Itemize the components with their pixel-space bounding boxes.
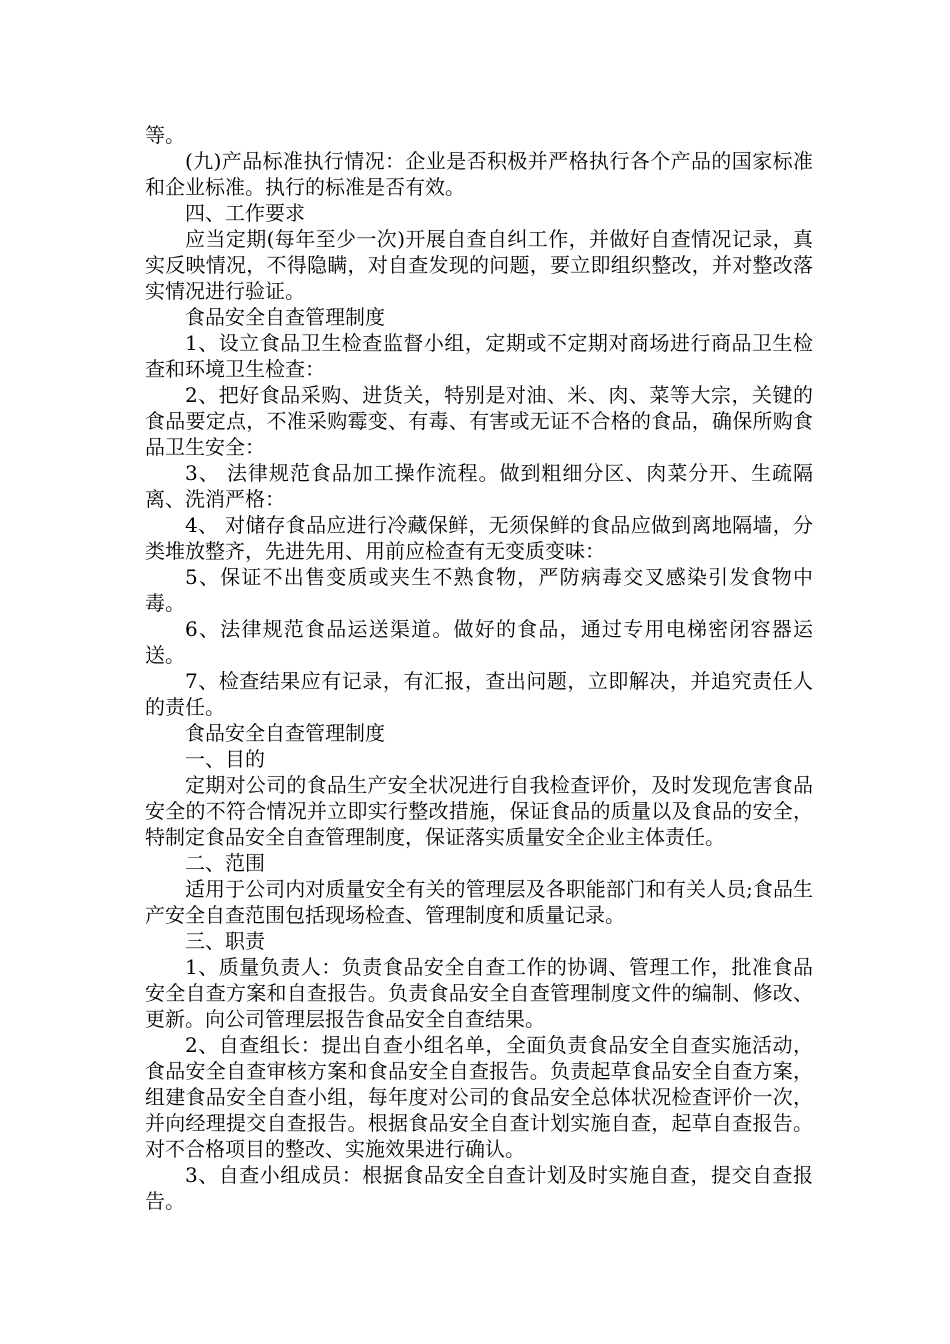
section-heading: 二、范围 xyxy=(185,851,265,875)
paragraph: 1、设立食品卫生检查监督小组，定期或不定期对商场进行商品卫生检查和环境卫生检查： xyxy=(145,331,813,381)
paragraph: 等。 xyxy=(145,123,185,147)
section-heading: 食品安全自查管理制度 xyxy=(185,721,385,745)
paragraph: 3、 法律规范食品加工操作流程。做到粗细分区、肉菜分开、生疏隔离、洗消严格： xyxy=(145,461,813,511)
paragraph: 1、质量负责人：负责食品安全自查工作的协调、管理工作，批准食品安全自查方案和自查报告。负责食品安全自查管理制度文件的编制、修改、更新。向公司管理层报告食品安全自查结果。 xyxy=(145,955,813,1031)
paragraph: 2、自查组长：提出自查小组名单，全面负责食品安全自查实施活动，食品安全自查审核方案和食品安全自查报告。负责起草食品安全自查方案，组建食品安全自查小组，每年度对公司的食品安全总体状况检查评价一次，并向经理提交自查报告。根据食品安全自查计划实施自查，起草自查报告。对不合格项目的整改、实施效果进行确认。 xyxy=(145,1033,813,1161)
paragraph: 4、 对储存食品应进行冷藏保鲜，无须保鲜的食品应做到离地隔墙，分类堆放整齐，先进先用、用前应检查有无变质变味： xyxy=(145,513,813,563)
paragraph: 2、把好食品采购、进货关，特别是对油、米、肉、菜等大宗，关键的食品要定点，不准采购霉变、有毒、有害或无证不合格的食品，确保所购食品卫生安全： xyxy=(145,383,813,459)
paragraph: 5、保证不出售变质或夹生不熟食物，严防病毒交叉感染引发食物中毒。 xyxy=(145,565,813,615)
section-heading: 一、目的 xyxy=(185,747,265,771)
section-heading: 四、工作要求 xyxy=(185,201,305,225)
paragraph: 7、检查结果应有记录，有汇报，查出问题，立即解决，并追究责任人的责任。 xyxy=(145,669,813,719)
paragraph: 定期对公司的食品生产安全状况进行自我检查评价，及时发现危害食品安全的不符合情况并立即实行整改措施，保证食品的质量以及食品的安全，特制定食品安全自查管理制度，保证落实质量安全企业主体责任。 xyxy=(145,773,813,849)
paragraph: 6、法律规范食品运送渠道。做好的食品，通过专用电梯密闭容器运送。 xyxy=(145,617,813,667)
document-body xyxy=(145,122,813,1214)
paragraph: 3、自查小组成员：根据食品安全自查计划及时实施自查，提交自查报告。 xyxy=(145,1163,813,1213)
section-heading: 三、职责 xyxy=(185,929,265,953)
paragraph: 应当定期(每年至少一次)开展自查自纠工作，并做好自查情况记录，真实反映情况，不得隐瞒，对自查发现的问题，要立即组织整改，并对整改落实情况进行验证。 xyxy=(145,227,813,303)
paragraph: (九)产品标准执行情况：企业是否积极并严格执行各个产品的国家标准和企业标准。执行的标准是否有效。 xyxy=(145,149,813,199)
paragraph: 适用于公司内对质量安全有关的管理层及各职能部门和有关人员;食品生产安全自查范围包括现场检查、管理制度和质量记录。 xyxy=(145,877,813,927)
section-heading: 食品安全自查管理制度 xyxy=(185,305,385,329)
